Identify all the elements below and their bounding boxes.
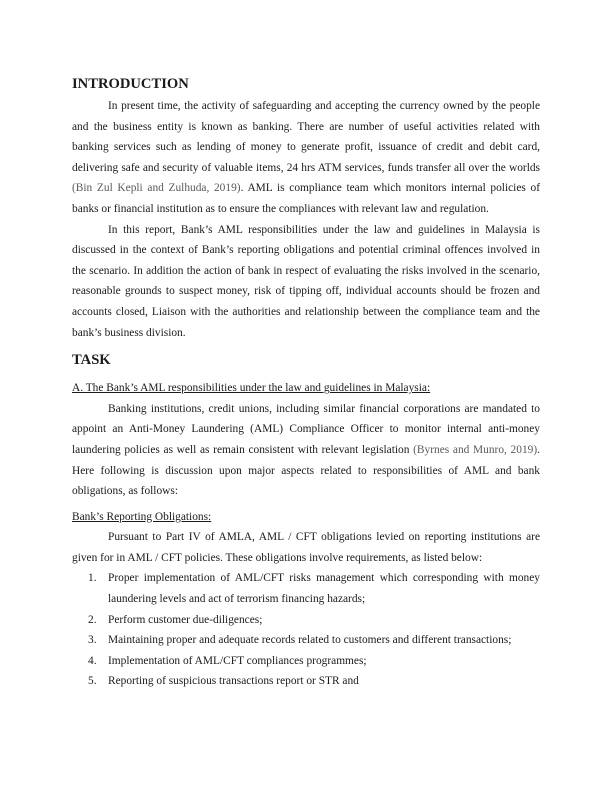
intro-paragraph-2: In this report, Bank’s AML responsibilities under the law and guidelines in Malaysia is discussed in the context of Bank’s reporting obligations and potential criminal offences involved in the scenario. In addition the action of bank in respect of evaluating the risks involved in the scenario, reasonable grounds to suspect money, risk of tipping off, individual accounts should be frozen and accounts closed, Liaison with the authorities and relationship between the compliance team and the bank’s business division. [72,223,540,339]
task-p1-text-end: . Here following is discussion upon major aspects related to responsibilities of AML and bank obligations, as follows: [72,443,540,498]
list-item [72,671,540,692]
intro-heading: INTRODUCTION [72,76,189,92]
task-paragraph-2: Pursuant to Part IV of AMLA, AML / CFT obligations levied on reporting institutions are given for in AML / CFT policies. These obligations involve requirements, as listed below: [72,531,540,564]
task-p1-text: Banking institutions, credit unions, including similar financial corporations are mandated to appoint an Anti-Money Laundering (AML) Compliance Officer to monitor internal anti-money laundering policies as well as remain consistent with relevant legislation [72,402,540,456]
list-item-number: 1. [88,572,97,585]
list-item-number: 2. [88,613,97,626]
list-item [72,568,540,609]
list-item-text: Perform customer due-diligences; [108,613,263,626]
list-item-number: 5. [88,675,97,688]
list-item-text: Reporting of suspicious transactions report or STR and [108,675,359,688]
list-item [72,630,540,651]
list-item [72,610,540,631]
task-subheading-a: A. The Bank’s AML responsibilities under the law and guidelines in Malaysia: [72,382,431,395]
obligations-list [72,568,540,692]
intro-paragraph-1 [72,96,540,220]
intro-p1-citation: (Bin Zul Kepli and Zulhuda, 2019) [72,182,241,195]
list-item [72,651,540,672]
task-paragraph-1 [72,399,540,502]
list-item-text: Proper implementation of AML/CFT risks management which corresponding with money laundering levels and act of terrorism financing hazards; [108,572,540,606]
task-p1-citation: (Byrnes and Munro, 2019) [413,443,538,456]
task-heading: TASK [72,352,111,369]
list-item-text: Maintaining proper and adequate records related to customers and different transactions; [108,634,512,647]
list-item-number: 4. [88,654,97,667]
intro-p1-text: In present time, the activity of safeguarding and accepting the currency owned by the people and the business entity is known as banking. There are number of useful activities related with banking services such as lending of money to generate profit, issuance of credit and debit card, delivering safe and security of valuable items, 24 hrs ATM services, funds transfer all over the worlds [72,100,540,174]
task-subheading-b: Bank’s Reporting Obligations: [72,510,212,523]
list-item-number: 3. [88,634,97,647]
intro-p1-text-end: . AML is compliance team which monitors internal policies of banks or financial institution as to ensure the compliances with relevant law and regulation. [72,182,540,215]
document-page [72,74,540,692]
list-item-text: Implementation of AML/CFT compliances programmes; [108,654,367,667]
